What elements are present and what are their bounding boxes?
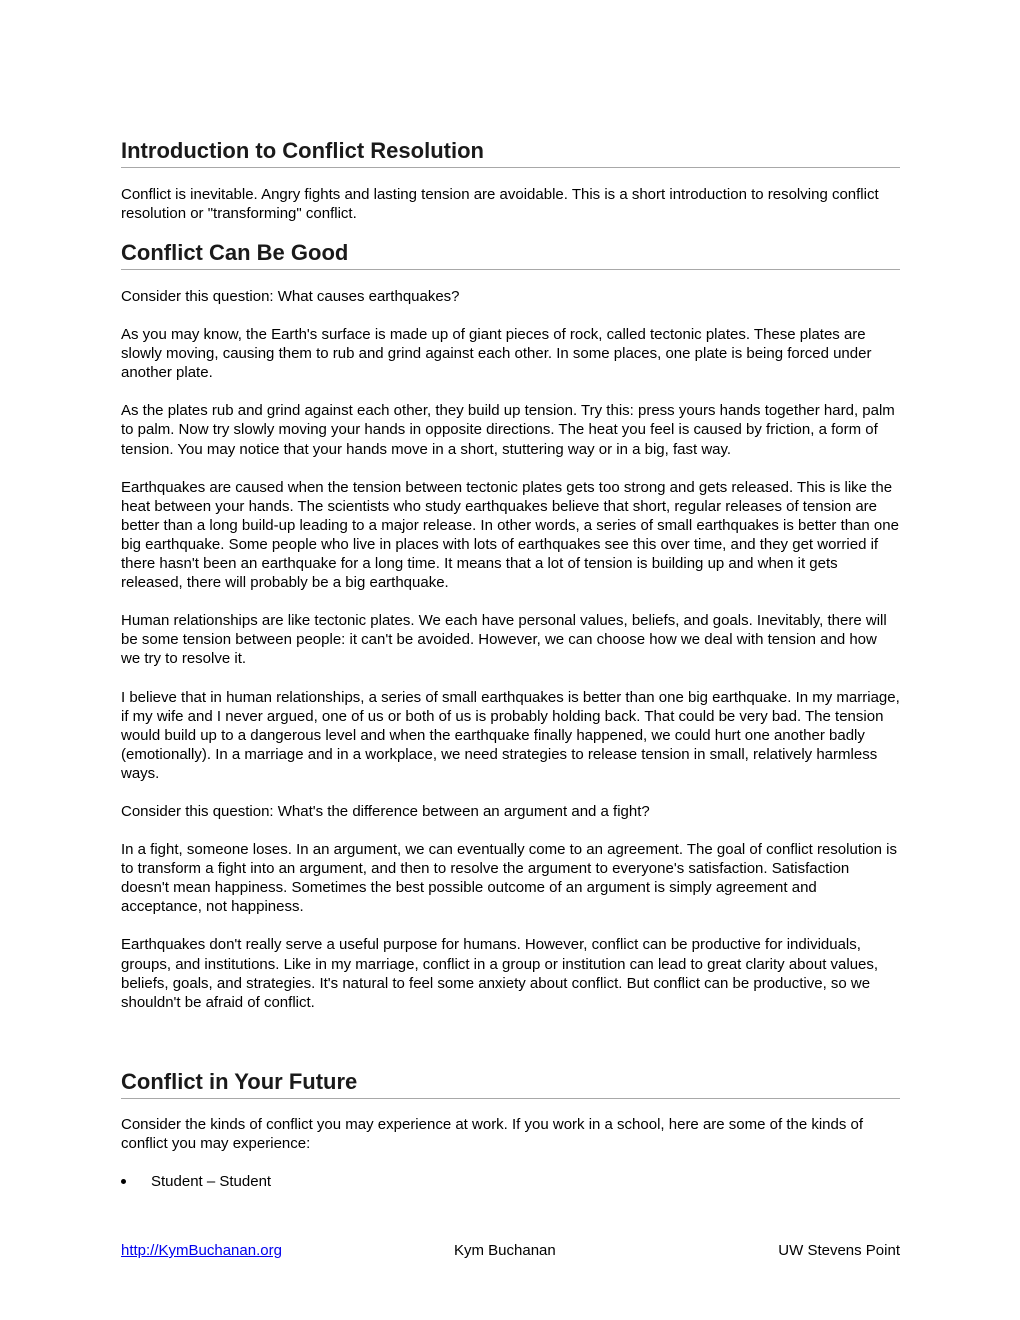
list-item: [121, 1172, 900, 1191]
paragraph: As you may know, the Earth's surface is made up of giant pieces of rock, called tectonic plates. These plates are slowly moving, causing them to rub and grind against each other. In some places, one plate is being forced under another plate.: [121, 326, 872, 382]
section-heading-conflict-can-be-good: Conflict Can Be Good: [121, 240, 900, 270]
paragraph: In a fight, someone loses. In an argument, we can eventually come to an agreement. The goal of conflict resolution is to transform a fight into an argument, and then to resolve the argument to everyone's satisfaction. Satisfaction doesn't mean happiness. Sometimes the best possible outcome of an argument is simply agreement and acceptance, not happiness.: [121, 841, 898, 916]
section-heading-conflict-in-your-future: Conflict in Your Future: [121, 1069, 900, 1099]
paragraph: Human relationships are like tectonic plates. We each have personal values, beliefs, and goals. Inevitably, there will be some tension between people: it can't be avoided. However, we can choose how we deal with tension and how we try to resolve it.: [121, 612, 887, 668]
conflict-can-be-good-body: [121, 287, 900, 1031]
intro-paragraph: Conflict is inevitable. Angry fights and lasting tension are avoidable. This is a short introduction to resolving conflict resolution or "transforming" conflict.: [121, 186, 879, 223]
paragraph: As the plates rub and grind against each other, they build up tension. Try this: press yours hands together hard, palm to palm. Now try slowly moving your hands in opposite directions. The heat you feel is caused by friction, a form of tension. You may notice that your hands move in a short, stuttering way or in a big, fast way.: [121, 402, 895, 458]
list-item-text: Student – Student: [151, 1173, 272, 1191]
paragraph: Consider the kinds of conflict you may experience at work. If you work in a school, here are some of the kinds of conflict you may experience:: [121, 1116, 864, 1153]
conflict-in-your-future-body: [121, 1115, 900, 1191]
page-footer: [121, 1241, 900, 1261]
paragraph: Consider this question: What causes earthquakes?: [121, 288, 460, 305]
paragraph: Earthquakes are caused when the tension between tectonic plates gets too strong and gets released. This is like the heat between your hands. The scientists who study earthquakes believe that short, regular releases of tension are better than a long build-up leading to a major release. In other words, a series of small earthquakes is better than one big earthquake. Some people who live in places with lots of earthquakes see this over time, and they get worried if there hasn't been an earthquake for a long time. It means that a lot of tension is building up and when it gets released, there will probably be a big earthquake.: [121, 478, 899, 592]
section-heading-intro: Introduction to Conflict Resolution: [121, 138, 900, 168]
footer-author: Kym Buchanan: [454, 1242, 556, 1259]
paragraph: Consider this question: What's the difference between an argument and a fight?: [121, 802, 650, 820]
paragraph: I believe that in human relationships, a series of small earthquakes is better than one big earthquake. In my marriage, if my wife and I never argued, one of us or both of us is probably holding back. That could be very bad. The tension would build up to a dangerous level and when the earthquake finally happened, we could hurt one another badly (emotionally). In a marriage and in a workplace, we need strategies to release tension in small, relatively harmless ways.: [121, 688, 900, 782]
footer-organization: UW Stevens Point: [778, 1242, 900, 1259]
paragraph: Earthquakes don't really serve a useful purpose for humans. However, conflict can be productive for individuals, groups, and institutions. Like in my marriage, conflict in a group or institution can lead to great clarity about values, beliefs, goals, and strategies. It's natural to feel some anxiety about conflict. But conflict can be productive, so we shouldn't be afraid of conflict.: [121, 936, 879, 1011]
footer-website-link[interactable]: http://KymBuchanan.org: [121, 1242, 282, 1259]
conflict-kinds-list: [121, 1172, 900, 1191]
bullet-icon: [121, 1179, 126, 1184]
